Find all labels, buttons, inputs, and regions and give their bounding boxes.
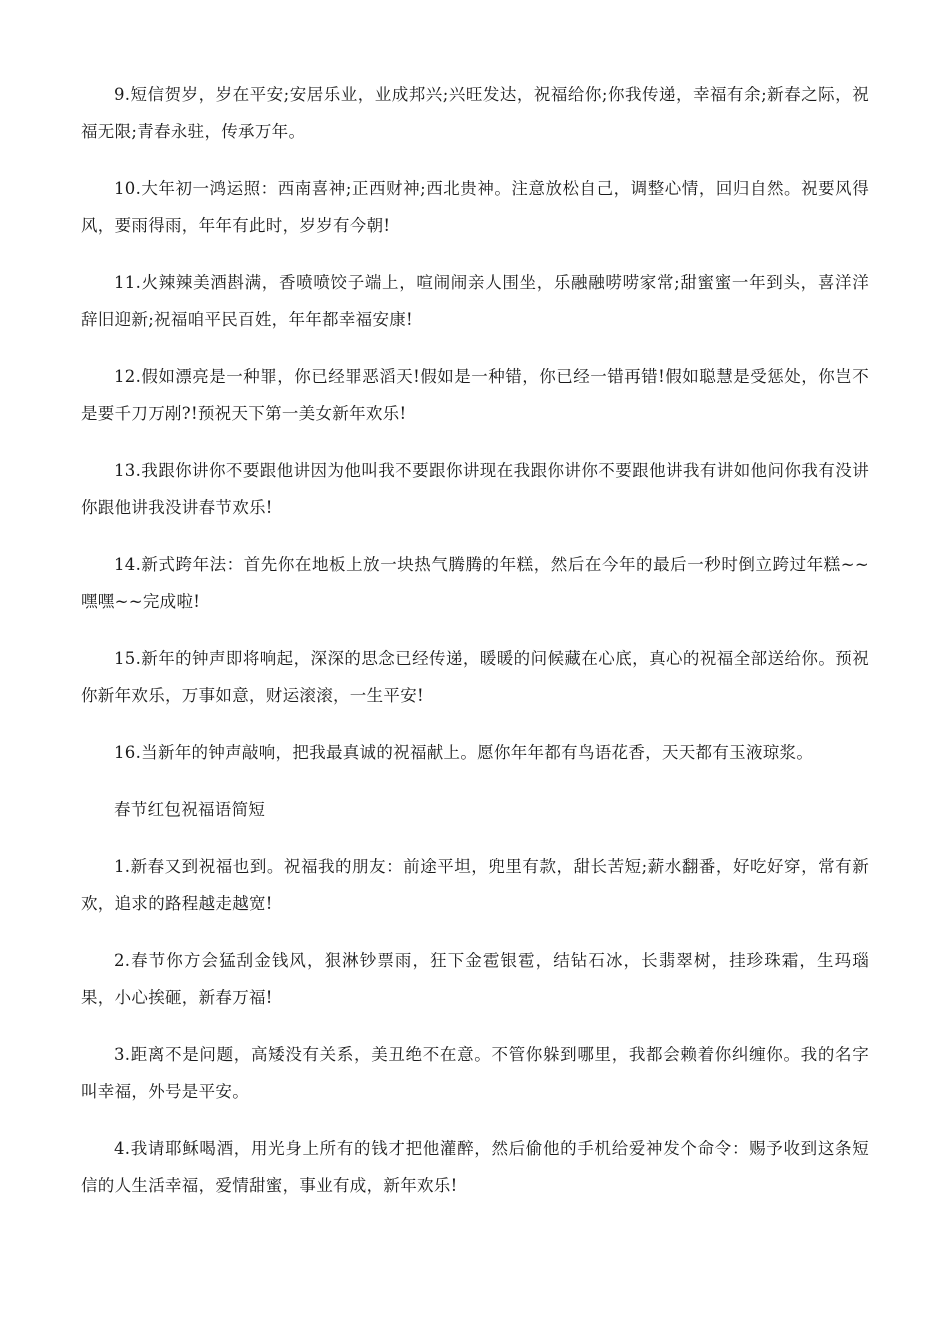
paragraph-13: 13.我跟你讲你不要跟他讲因为他叫我不要跟你讲现在我跟你讲你不要跟他讲我有讲如他问你我有没讲你跟他讲我没讲春节欢乐! — [81, 461, 869, 517]
paragraph-1: 1.新春又到祝福也到。祝福我的朋友：前途平坦，兜里有款，甜长苦短;薪水翻番，好吃好穿，常有新欢，追求的路程越走越宽! — [81, 857, 869, 913]
paragraph-12: 12.假如漂亮是一种罪，你已经罪恶滔天!假如是一种错，你已经一错再错!假如聪慧是受惩处，你岂不是要千刀万剐?!预祝天下第一美女新年欢乐! — [81, 367, 869, 423]
paragraph-3: 3.距离不是问题，高矮没有关系，美丑绝不在意。不管你躲到哪里，我都会赖着你纠缠你。我的名字叫幸福，外号是平安。 — [81, 1045, 869, 1101]
paragraph-10: 10.大年初一鸿运照：西南喜神;正西财神;西北贵神。注意放松自己，调整心情，回归自然。祝要风得风，要雨得雨，年年有此时，岁岁有今朝! — [81, 179, 869, 235]
paragraph-15: 15.新年的钟声即将响起，深深的思念已经传递，暖暖的问候藏在心底，真心的祝福全部送给你。预祝你新年欢乐，万事如意，财运滚滚，一生平安! — [81, 649, 869, 705]
paragraph-2: 2.春节你方会猛刮金钱风，狠淋钞票雨，狂下金雹银雹，结钻石冰，长翡翠树，挂珍珠霜，生玛瑙果，小心挨砸，新春万福! — [81, 951, 869, 1007]
paragraph-16: 16.当新年的钟声敲响，把我最真诚的祝福献上。愿你年年都有鸟语花香，天天都有玉液琼浆。 — [114, 743, 814, 762]
paragraph-9: 9.短信贺岁，岁在平安;安居乐业，业成邦兴;兴旺发达，祝福给你;你我传递，幸福有余;新春之际，祝福无限;青春永驻，传承万年。 — [81, 85, 869, 141]
paragraph-4: 4.我请耶稣喝酒，用光身上所有的钱才把他灌醉，然后偷他的手机给爱神发个命令：赐予收到这条短信的人生活幸福，爱情甜蜜，事业有成，新年欢乐! — [81, 1139, 869, 1195]
section-heading: 春节红包祝福语简短 — [114, 800, 266, 819]
document-body — [81, 76, 869, 1224]
paragraph-14: 14.新式跨年法：首先你在地板上放一块热气腾腾的年糕，然后在今年的最后一秒时倒立跨过年糕~~嘿嘿~~完成啦! — [81, 555, 869, 611]
paragraph-11: 11.火辣辣美酒斟满，香喷喷饺子端上，喧闹闹亲人围坐，乐融融唠唠家常;甜蜜蜜一年到头，喜洋洋辞旧迎新;祝福咱平民百姓，年年都幸福安康! — [81, 273, 869, 329]
